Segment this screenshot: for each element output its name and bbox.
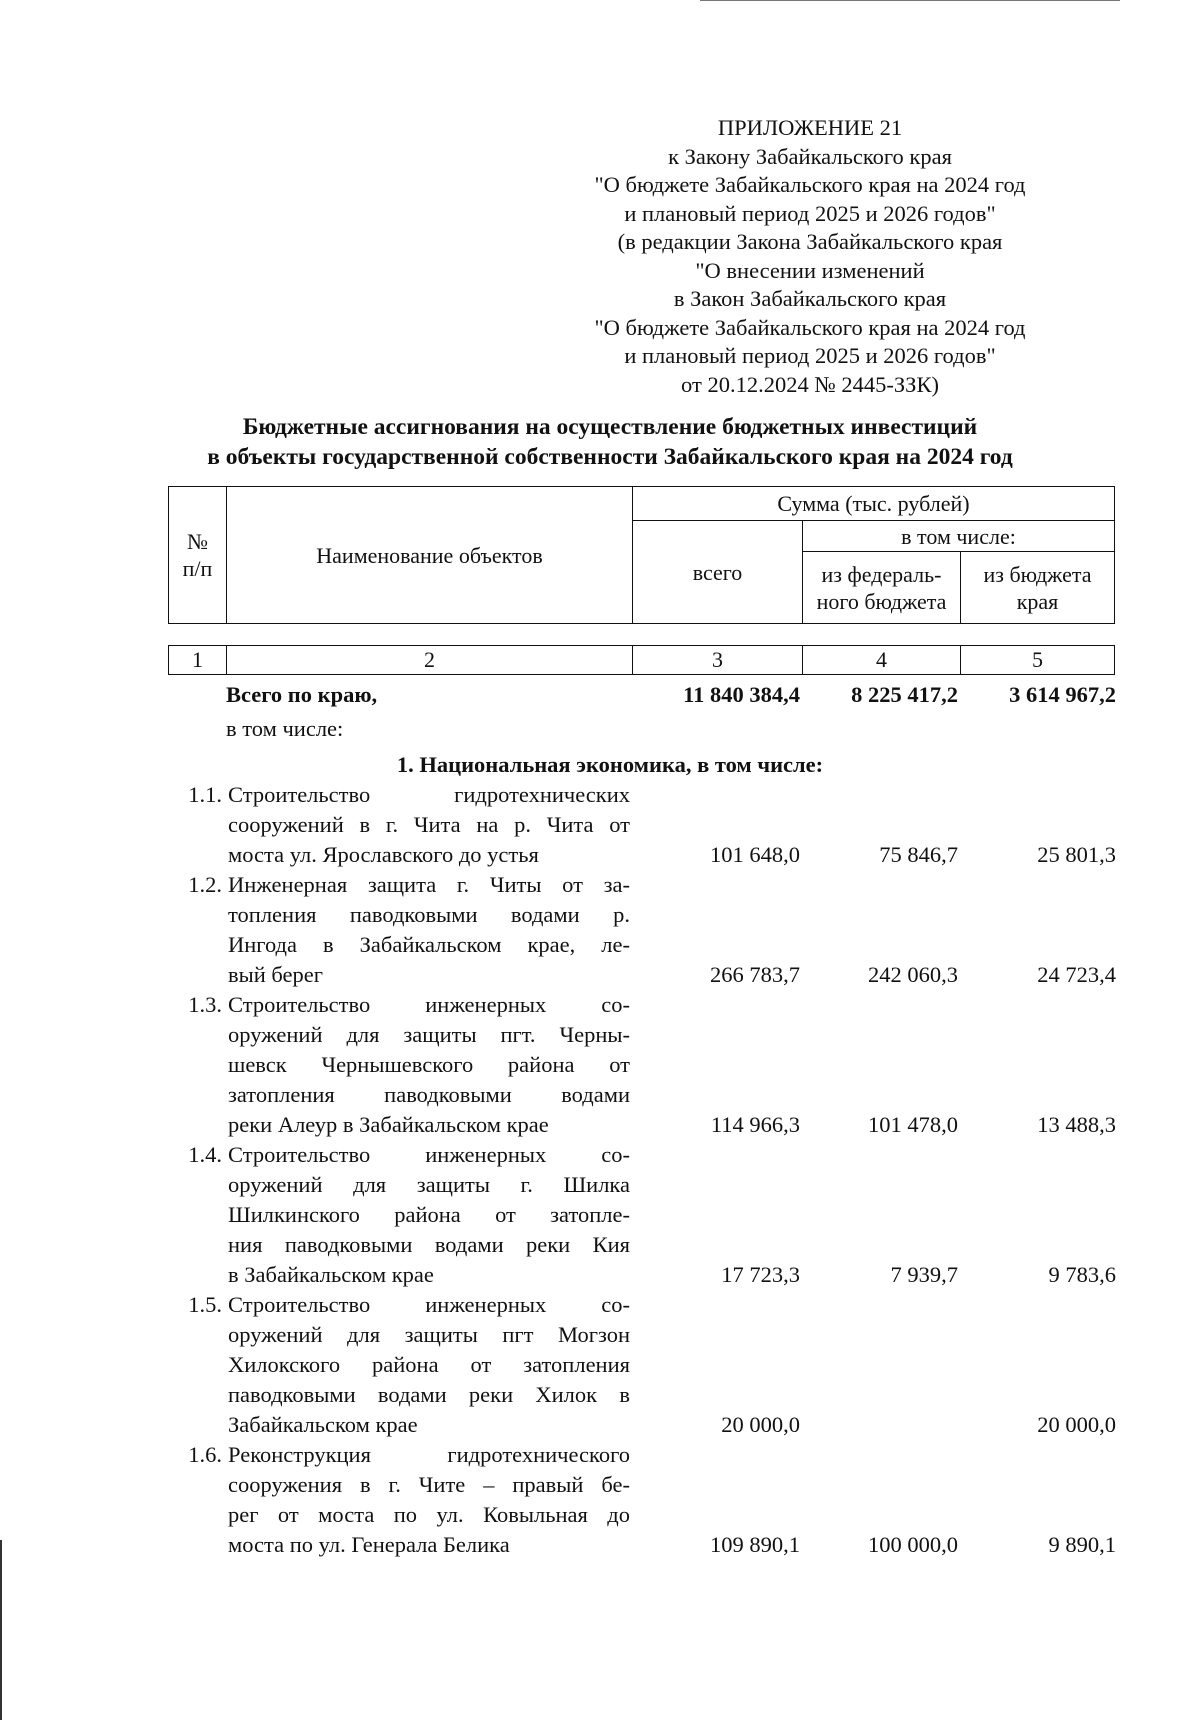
- row-region: 20 000,0: [1037, 1412, 1116, 1437]
- header-name: Наименование объектов: [227, 487, 633, 624]
- total-federal-value: 8 225 417,2: [851, 682, 958, 707]
- total-value: 11 840 384,4: [683, 682, 800, 707]
- title-line: в объекты государственной собственности Забайкальского края на 2024 год: [207, 444, 1013, 470]
- row-number: 1.5.: [188, 1292, 222, 1317]
- row-total: 17 723,3: [721, 1262, 800, 1287]
- object-name: [228, 1140, 630, 1290]
- row-federal: 100 000,0: [868, 1532, 958, 1557]
- row-number: 1.4.: [188, 1142, 222, 1167]
- object-name-line: Инженерная защита г. Читы от за-: [228, 872, 630, 897]
- section-title: 1. Национальная экономика, в том числе:: [396, 752, 824, 777]
- object-name-line: паводковыми водами реки Хилок в: [228, 1382, 630, 1407]
- object-name-line: сооружений в г. Чита на р. Чита от: [228, 812, 630, 837]
- appendix-line: "О бюджете Забайкальского края на 2024 год: [594, 172, 1026, 197]
- scan-edge-line: [0, 1540, 2, 1720]
- row-number: 1.6.: [188, 1442, 222, 1467]
- column-number: 5: [961, 646, 1115, 675]
- object-name-line: ния паводковыми водами реки Кия: [228, 1232, 630, 1257]
- row-total: 109 890,1: [710, 1532, 800, 1557]
- object-name-line: оружений для защиты пгт. Черны-: [228, 1022, 630, 1047]
- row-federal: 101 478,0: [868, 1112, 958, 1137]
- row-federal: 75 846,7: [879, 842, 958, 867]
- object-name-line: Ингода в Забайкальском крае, ле-: [228, 932, 630, 957]
- column-number: 2: [227, 646, 633, 675]
- header-sum: Сумма (тыс. рублей): [633, 487, 1115, 521]
- row-region: 9 783,6: [1048, 1262, 1116, 1287]
- object-name-line: затопления паводковыми водами: [228, 1082, 630, 1107]
- object-name-line: Строительство инженерных со-: [228, 1142, 630, 1167]
- row-total: 101 648,0: [710, 842, 800, 867]
- row-total: 114 966,3: [710, 1112, 800, 1137]
- object-name-line: Строительство инженерных со-: [228, 1292, 630, 1317]
- document-title: [130, 412, 1090, 472]
- object-name-line: Реконструкция гидротехнического: [228, 1442, 630, 1467]
- object-name-line: реки Алеур в Забайкальском крае: [228, 1112, 549, 1137]
- object-name-line: Хилокского района от затопления: [228, 1352, 630, 1377]
- object-name-line: шевск Чернышевского района от: [228, 1052, 630, 1077]
- row-region: 24 723,4: [1037, 962, 1116, 987]
- row-number: 1.3.: [188, 992, 222, 1017]
- object-name: [228, 990, 630, 1140]
- header-region: из бюджета края: [961, 552, 1115, 624]
- total-label: Всего по краю,: [226, 682, 378, 707]
- row-total: 20 000,0: [721, 1412, 800, 1437]
- object-name-line: рег от моста по ул. Ковыльная до: [228, 1502, 630, 1527]
- object-name-line: оружений для защиты пгт Могзон: [228, 1322, 630, 1347]
- header-num: № п/п: [169, 487, 227, 624]
- object-name: [228, 1290, 630, 1440]
- row-number: 1.2.: [188, 872, 222, 897]
- header-including: в том числе:: [803, 521, 1115, 552]
- appendix-line: от 20.12.2024 № 2445-ЗЗК): [681, 371, 939, 397]
- object-name-line: вый берег: [228, 962, 324, 987]
- object-name-line: топления паводковыми водами р.: [228, 902, 630, 927]
- object-name-line: моста ул. Ярославского до устья: [228, 842, 539, 867]
- row-region: 13 488,3: [1037, 1112, 1116, 1137]
- scan-top-line: [700, 0, 1120, 1]
- header-total: всего: [633, 521, 803, 624]
- object-name-line: в Забайкальском крае: [228, 1262, 434, 1287]
- row-total: 266 783,7: [710, 962, 800, 987]
- header-federal: из федераль-ного бюджета: [803, 552, 961, 624]
- total-region-value: 3 614 967,2: [1009, 682, 1116, 707]
- row-region: 25 801,3: [1037, 842, 1116, 867]
- object-name-line: моста по ул. Генерала Белика: [228, 1532, 510, 1557]
- column-number: 4: [803, 646, 961, 675]
- row-federal: 242 060,3: [868, 962, 958, 987]
- appendix-line: ПРИЛОЖЕНИЕ 21: [717, 115, 903, 140]
- column-number: 1: [169, 646, 227, 675]
- object-name-line: Забайкальском крае: [228, 1412, 418, 1437]
- object-name-line: сооружения в г. Чите – правый бе-: [228, 1472, 630, 1497]
- appendix-line: в Закон Забайкальского края: [673, 286, 947, 311]
- appendix-line: и плановый период 2025 и 2026 годов": [624, 343, 996, 368]
- object-name: [228, 1440, 630, 1560]
- appendix-line: к Закону Забайкальского края: [668, 143, 952, 169]
- appendix-line: (в редакции Закона Забайкальского края: [617, 229, 1003, 254]
- appendix-header: [560, 114, 1060, 399]
- column-number: 3: [633, 646, 803, 675]
- row-federal: 7 939,7: [890, 1262, 958, 1287]
- object-name-line: Строительство инженерных со-: [228, 992, 630, 1017]
- row-region: 9 890,1: [1048, 1532, 1116, 1557]
- object-name-line: Строительство гидротехнических: [228, 782, 630, 807]
- row-number: 1.1.: [188, 782, 222, 807]
- object-name-line: Шилкинского района от затопле-: [228, 1202, 630, 1227]
- object-name-line: оружений для защиты г. Шилка: [228, 1172, 630, 1197]
- object-name: [228, 870, 630, 990]
- title-line: Бюджетные ассигнования на осуществление бюджетных инвестиций: [242, 414, 978, 440]
- appendix-line: "О бюджете Забайкальского края на 2024 год: [594, 314, 1026, 340]
- table-header: [168, 486, 1115, 624]
- including-label: в том числе:: [226, 716, 344, 741]
- appendix-line: "О внесении изменений: [695, 257, 925, 283]
- column-numbers: [168, 645, 1115, 675]
- object-name: [228, 780, 630, 870]
- appendix-line: и плановый период 2025 и 2026 годов": [624, 200, 996, 226]
